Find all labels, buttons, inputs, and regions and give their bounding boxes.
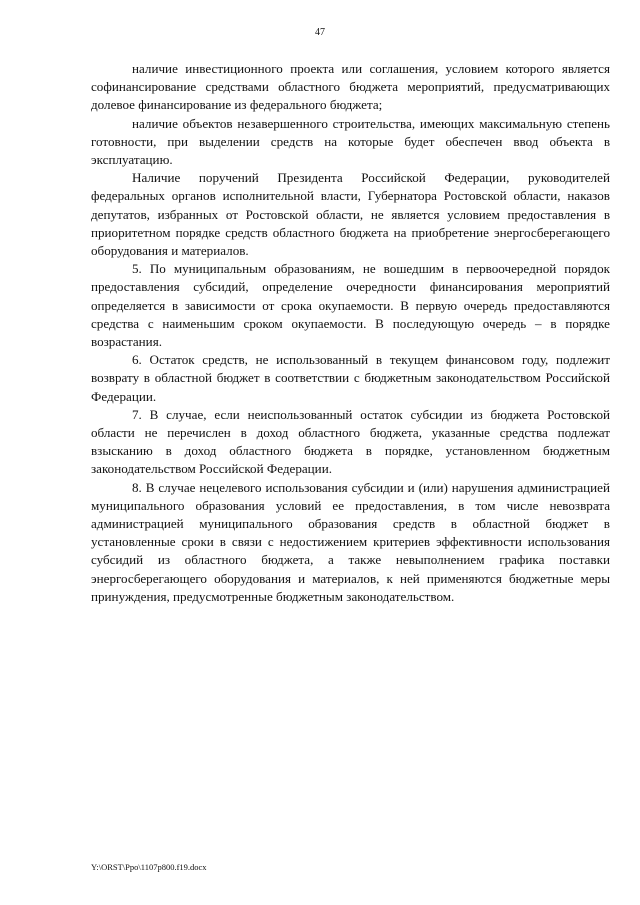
paragraph-item-8: 8. В случае нецелевого использования субсидии и (или) нарушения администрацией муниципального образования условий ее предоставления, в том числе невозврата администрацией муниципального образования средств в областной бюджет в установленные сроки в связи с недостижением критериев эффективности использования субсидий из областного бюджета, а также невыполнением графика поставки энергосберегающего оборудования и материалов, к ней применяются бюджетные меры принуждения, предусмотренные бюджетным законодательством.: [91, 479, 610, 604]
page-number: 47: [315, 27, 325, 38]
paragraph-unfinished-construction: наличие объектов незавершенного строительства, имеющих максимальную степень готовности, при выделении средств на которые будет обеспечен ввод объекта в эксплуатацию.: [91, 115, 610, 168]
footer-file-path: Y:\ORST\Ppo\1107p800.f19.docx: [91, 862, 207, 872]
paragraph-item-5: 5. По муниципальным образованиям, не вошедшим в первоочередной порядок предоставления субсидий, определение очередности финансирования мероприятий определяется в зависимости от срока окупаемости. В первую очередь предоставляются средства с наименьшим сроком окупаемости. В последующую очередь – в порядке возрастания.: [91, 261, 610, 350]
paragraph-item-7: 7. В случае, если неиспользованный остаток субсидии из бюджета Ростовской области не перечислен в доход областного бюджета, указанные средства подлежат взысканию в доход областного бюджета в порядке, установленном бюджетным законодательством Российской Федерации.: [91, 406, 610, 477]
paragraph-presidential-instructions: Наличие поручений Президента Российской Федерации, руководителей федеральных органов исполнительной власти, Губернатора Ростовской области, наказов депутатов, избранных от Ростовской области, не является условием предоставления в приоритетном порядке средств областного бюджета на приобретение энергосберегающего оборудования и материалов.: [91, 170, 610, 259]
paragraph-investment-project: наличие инвестиционного проекта или соглашения, условием которого является софинансирование средствами областного бюджета мероприятий, предусматривающих долевое финансирование из федерального бюджета;: [91, 61, 610, 113]
document-body: [91, 60, 610, 606]
paragraph-item-6: 6. Остаток средств, не использованный в текущем финансовом году, подлежит возврату в областной бюджет в соответствии с бюджетным законодательством Российской Федерации.: [91, 352, 610, 404]
